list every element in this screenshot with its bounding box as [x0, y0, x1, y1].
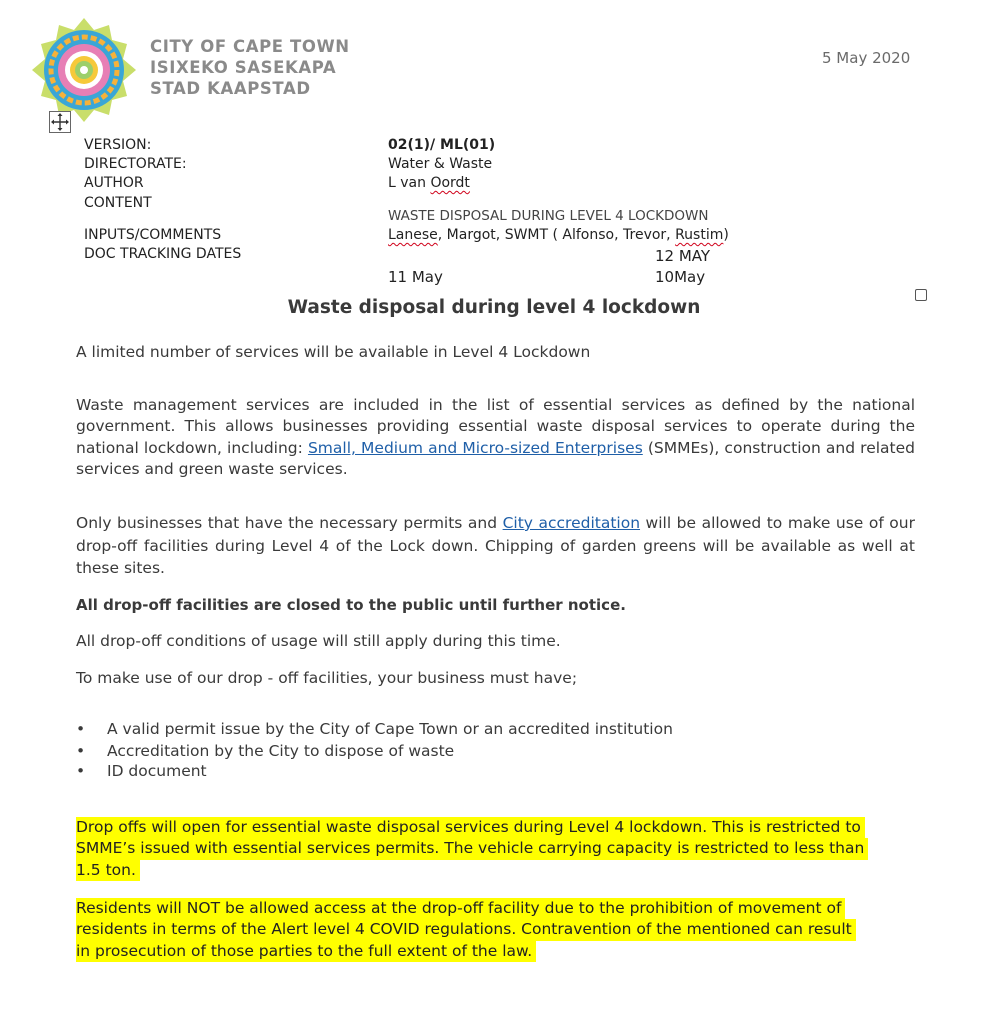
city-accreditation-link[interactable]: City accreditation: [502, 514, 641, 532]
version-label: VERSION:: [84, 137, 152, 153]
permits-paragraph: Only businesses that have the necessary permits and City accreditation will be allowed to make use of our drop-off facilities during Level 4 of the Lock down. Chipping of garden greens will be available as well at these sites.: [76, 514, 915, 577]
content-value: WASTE DISPOSAL DURING LEVEL 4 LOCKDOWN: [388, 208, 709, 224]
org-name-xhosa: ISIXEKO SASEKAPA: [150, 58, 337, 77]
doc-tracking-label: DOC TRACKING DATES: [84, 246, 242, 262]
city-of-cape-town-logo: [30, 16, 138, 124]
content-label: CONTENT: [84, 195, 152, 211]
inputs-comments-label: INPUTS/COMMENTS: [84, 227, 222, 243]
org-name-english: CITY OF CAPE TOWN: [150, 37, 350, 56]
directorate-value: Water & Waste: [388, 156, 493, 172]
conditions-paragraph: All drop-off conditions of usage will still apply during this time.: [76, 632, 561, 650]
org-name-afrikaans: STAD KAAPSTAD: [150, 79, 311, 98]
tracking-date-12-may: 12 MAY: [655, 247, 711, 265]
residents-restriction-notice: Residents will NOT be allowed access at the drop-off facility due to the prohibition of movement of residents in terms of the Alert level 4 COVID regulations. Contravention of the mentioned can result in prosecution of those parties to the full extent of the law.: [76, 898, 926, 962]
table-move-handle-icon[interactable]: [49, 111, 71, 133]
intro-paragraph: A limited number of services will be available in Level 4 Lockdown: [76, 343, 591, 361]
document-date: 5 May 2020: [822, 49, 911, 67]
smme-link[interactable]: Small, Medium and Micro-sized Enterprises: [307, 438, 643, 457]
document-title: Waste disposal during level 4 lockdown: [287, 297, 701, 318]
version-value: 02(1)/ ML(01): [388, 137, 496, 153]
essential-services-paragraph: Waste management services are included in the list of essential services as defined by the national government. This allows businesses providing essential waste disposal services to operate during the national lockdown, including: Small, Medium and Micro-sized Enterprises (SMMEs), construction and related services and green waste services.: [76, 396, 916, 478]
requirements-intro: To make use of our drop - off facilities, your business must have;: [76, 669, 578, 687]
inputs-comments-value: Lanese, Margot, SWMT ( Alfonso, Trevor, Rustim): [388, 227, 729, 243]
author-label: AUTHOR: [84, 175, 144, 191]
directorate-label: DIRECTORATE:: [84, 156, 187, 172]
closed-notice: All drop-off facilities are closed to the public until further notice.: [76, 596, 626, 614]
author-value: L van Oordt: [388, 175, 470, 191]
tracking-date-11-may: 11 May: [388, 268, 443, 286]
drop-off-opening-notice: Drop offs will open for essential waste disposal services during Level 4 lockdown. This is restricted to SMME’s issued with essential services permits. The vehicle carrying capacity is restricted to less than 1.5 ton.: [76, 817, 926, 881]
tracking-date-10-may: 10May: [655, 268, 706, 286]
layout-options-checkbox[interactable]: [915, 289, 927, 301]
